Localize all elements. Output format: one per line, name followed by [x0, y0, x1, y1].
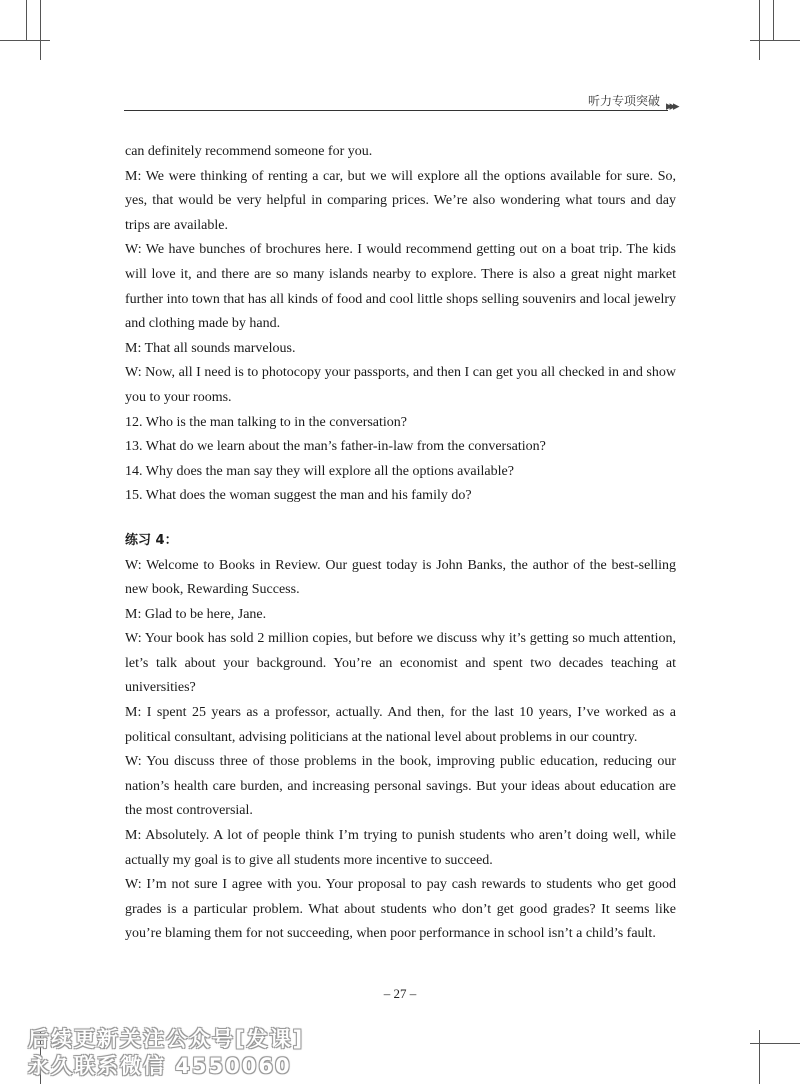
watermark-line: 永久联系微信 4550060: [28, 1054, 292, 1078]
paragraph: M: Absolutely. A lot of people think I’m trying to punish students who aren’t doing well, while actually my goal is to give all students more incentive to succeed.: [125, 828, 676, 868]
paragraph: M: I spent 25 years as a professor, actually. And then, for the last 10 years, I’ve worked as a political consultant, advising politicians at the national level about problems in our country.: [125, 705, 676, 745]
header-rule: [124, 110, 668, 111]
paragraph: M: Glad to be here, Jane.: [125, 606, 267, 622]
crop-mark: [759, 1030, 760, 1084]
crop-mark: [40, 0, 41, 60]
paragraph: W: Now, all I need is to photocopy your passports, and then I can get you all checked in and show you to your rooms.: [125, 365, 676, 405]
crop-mark: [759, 0, 760, 60]
paragraph: can definitely recommend someone for you.: [125, 144, 373, 159]
chevron-right-icon: ▸▸▸: [666, 99, 677, 114]
paragraph: W: I’m not sure I agree with you. Your proposal to pay cash rewards to students who get good grades is a particular problem. What about students who don’t get good grades? It seems like you’re blaming them for not succeeding, when poor performance in school isn’t a child’s fault.: [125, 877, 676, 942]
page-content: [125, 140, 676, 947]
header-title: 听力专项突破: [587, 94, 660, 108]
paragraph: W: We have bunches of brochures here. I would recommend getting out on a boat trip. The kids will love it, and there are so many islands nearby to explore. There is also a great night market further into town that has all kinds of food and cool little shops selling souvenirs and local jewelry and clothing made by hand.: [125, 242, 676, 332]
question: 13. What do we learn about the man’s father-in-law from the conversation?: [125, 439, 546, 455]
paragraph: W: Welcome to Books in Review. Our guest today is John Banks, the author of the best-selling new book, Rewarding Success.: [125, 557, 676, 598]
crop-mark: [26, 0, 27, 40]
crop-mark: [750, 1043, 800, 1044]
crop-mark: [0, 40, 50, 41]
question: 14. Why does the man say they will explore all the options available?: [125, 463, 514, 479]
page-number: – 27 –: [383, 986, 417, 1001]
crop-mark: [773, 0, 774, 40]
paragraph: W: Your book has sold 2 million copies, but before we discuss why it’s getting so much attention, let’s talk about your background. You’re an economist and spent two decades teaching at universities?: [125, 631, 676, 696]
question: 12. Who is the man talking to in the conversation?: [125, 414, 408, 430]
paragraph: M: We were thinking of renting a car, but we will explore all the options available for sure. So, yes, that would be very helpful in comparing prices. We’re also wondering what tours and day trips are available.: [125, 168, 676, 233]
section-title: 练习 4：: [125, 532, 178, 548]
crop-mark: [750, 40, 800, 41]
paragraph: W: You discuss three of those problems in the book, improving public education, reducing our nation’s health care burden, and increasing personal savings. But your ideas about education are the most controversial.: [125, 754, 676, 819]
question: 15. What does the woman suggest the man and his family do?: [125, 488, 472, 504]
paragraph: M: That all sounds marvelous.: [125, 340, 296, 356]
watermark-line: 后续更新关注公众号[发课]: [28, 1027, 305, 1051]
